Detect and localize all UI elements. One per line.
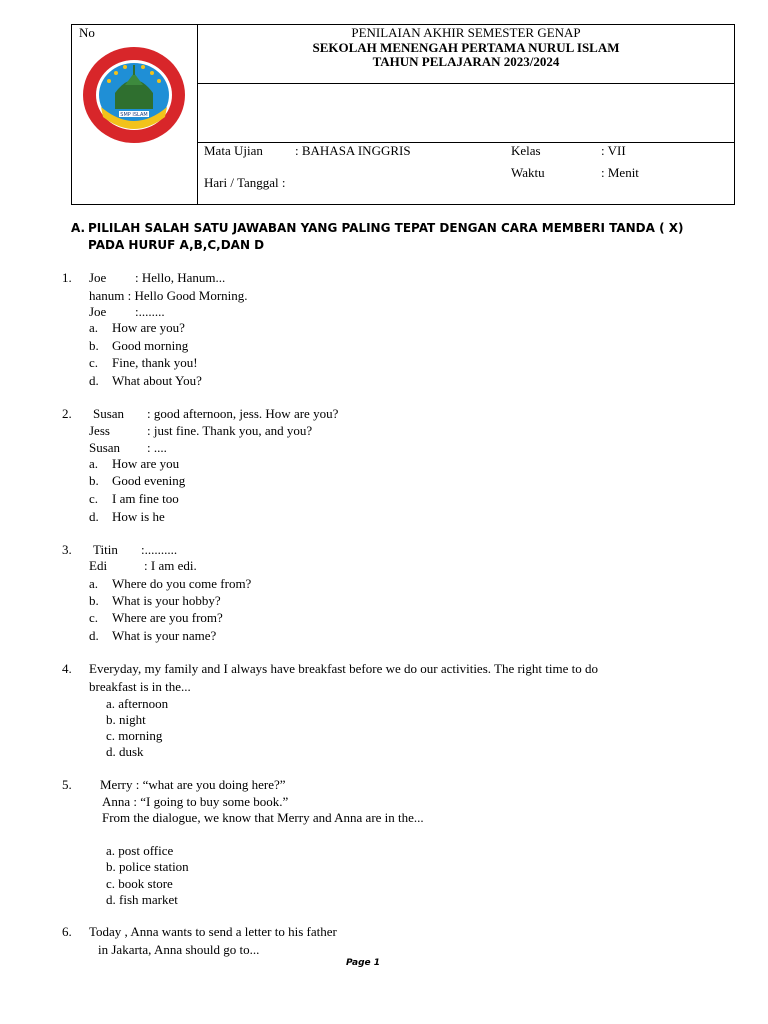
option: d. dusk xyxy=(106,744,144,759)
subject-label: Mata Ujian xyxy=(204,143,263,158)
section-letter: A. xyxy=(71,221,86,235)
speaker: Susan xyxy=(89,440,121,455)
blank-cell xyxy=(198,84,735,143)
page-number: Page 1 xyxy=(346,958,381,968)
option-text: What is your hobby? xyxy=(112,593,221,608)
option-text: Where are you from? xyxy=(112,610,223,625)
question-number: 5. xyxy=(62,777,72,792)
option-text: Good morning xyxy=(112,338,189,353)
option-text: Fine, thank you! xyxy=(112,355,198,370)
time-value: : Menit xyxy=(601,165,639,180)
section-text: PILILAH SALAH SATU JAWABAN YANG PALING TEPAT DENGAN CARA MEMBERI TANDA ( X) PADA HURUF A,B,C,DAN D xyxy=(88,221,684,252)
option-letter: b. xyxy=(89,338,99,353)
exam-header-table xyxy=(71,24,735,205)
exam-title: PENILAIAN AKHIR SEMESTER GENAP xyxy=(351,25,581,40)
option: b. police station xyxy=(106,859,189,874)
question-number: 3. xyxy=(62,542,72,557)
option: b. night xyxy=(106,712,146,727)
option-text: How are you? xyxy=(112,320,185,335)
exam-info-cell xyxy=(198,143,735,205)
question-text: breakfast is in the... xyxy=(89,679,191,694)
option-letter: c. xyxy=(89,610,99,625)
speaker: Titin xyxy=(93,542,118,557)
speaker: Edi xyxy=(89,558,108,573)
option-letter: d. xyxy=(89,628,99,643)
speaker: Joe xyxy=(89,304,107,319)
option-letter: c. xyxy=(89,491,99,506)
option-text: What is your name? xyxy=(112,628,217,643)
question-number: 2. xyxy=(62,406,72,421)
class-label: Kelas xyxy=(511,143,541,158)
option: c. morning xyxy=(106,728,163,743)
option: d. fish market xyxy=(106,892,178,907)
subject-value: : BAHASA INGGRIS xyxy=(295,143,411,158)
title-cell xyxy=(198,25,735,84)
dialogue-line: : I am edi. xyxy=(144,558,197,573)
dialogue-line: :........ xyxy=(135,304,165,319)
option-letter: b. xyxy=(89,593,99,608)
time-label: Waktu xyxy=(511,165,545,180)
question-text: Everyday, my family and I always have breakfast before we do our activities. The right time to do xyxy=(89,661,598,676)
school-logo-icon xyxy=(81,45,187,145)
dialogue-line: : just fine. Thank you, and you? xyxy=(147,423,313,438)
option-letter: d. xyxy=(89,373,99,388)
option: a. afternoon xyxy=(106,696,169,711)
date-label: Hari / Tanggal : xyxy=(204,175,286,190)
dialogue-line: Merry : “what are you doing here?” xyxy=(100,777,286,792)
option-text: Good evening xyxy=(112,473,186,488)
dialogue-line: :.......... xyxy=(141,542,178,557)
question-number: 1. xyxy=(62,270,72,285)
option-letter: c. xyxy=(89,355,99,370)
logo-text: SMP ISLAM xyxy=(120,112,148,118)
class-value: : VII xyxy=(601,143,626,158)
option-text: How are you xyxy=(112,456,180,471)
option: a. post office xyxy=(106,843,174,858)
question-text: in Jakarta, Anna should go to... xyxy=(98,942,260,957)
question-text: From the dialogue, we know that Merry and Anna are in the... xyxy=(102,810,424,825)
option-text: How is he xyxy=(112,509,165,524)
speaker: Jess xyxy=(89,423,110,438)
dialogue-line: hanum : Hello Good Morning. xyxy=(89,288,248,303)
question-text: Today , Anna wants to send a letter to his father xyxy=(89,924,337,939)
no-label: No xyxy=(79,25,95,40)
option-letter: a. xyxy=(89,320,99,335)
dialogue-line: : .... xyxy=(147,440,167,455)
option-text: Where do you come from? xyxy=(112,576,252,591)
option: c. book store xyxy=(106,876,173,891)
option-letter: a. xyxy=(89,456,99,471)
option-letter: a. xyxy=(89,576,99,591)
dialogue-line: Anna : “I going to buy some book.” xyxy=(102,794,289,809)
question-number: 4. xyxy=(62,661,72,676)
school-year: TAHUN PELAJARAN 2023/2024 xyxy=(372,54,560,69)
dialogue-line: : good afternoon, jess. How are you? xyxy=(147,406,339,421)
option-letter: b. xyxy=(89,473,99,488)
dialogue-line: : Hello, Hanum... xyxy=(135,270,226,285)
question-number: 6. xyxy=(62,924,72,939)
school-name: SEKOLAH MENENGAH PERTAMA NURUL ISLAM xyxy=(312,39,620,55)
option-letter: d. xyxy=(89,509,99,524)
logo-cell xyxy=(72,25,198,205)
speaker: Joe xyxy=(89,270,107,285)
option-text: I am fine too xyxy=(112,491,179,506)
option-text: What about You? xyxy=(112,373,202,388)
speaker: Susan xyxy=(93,406,125,421)
